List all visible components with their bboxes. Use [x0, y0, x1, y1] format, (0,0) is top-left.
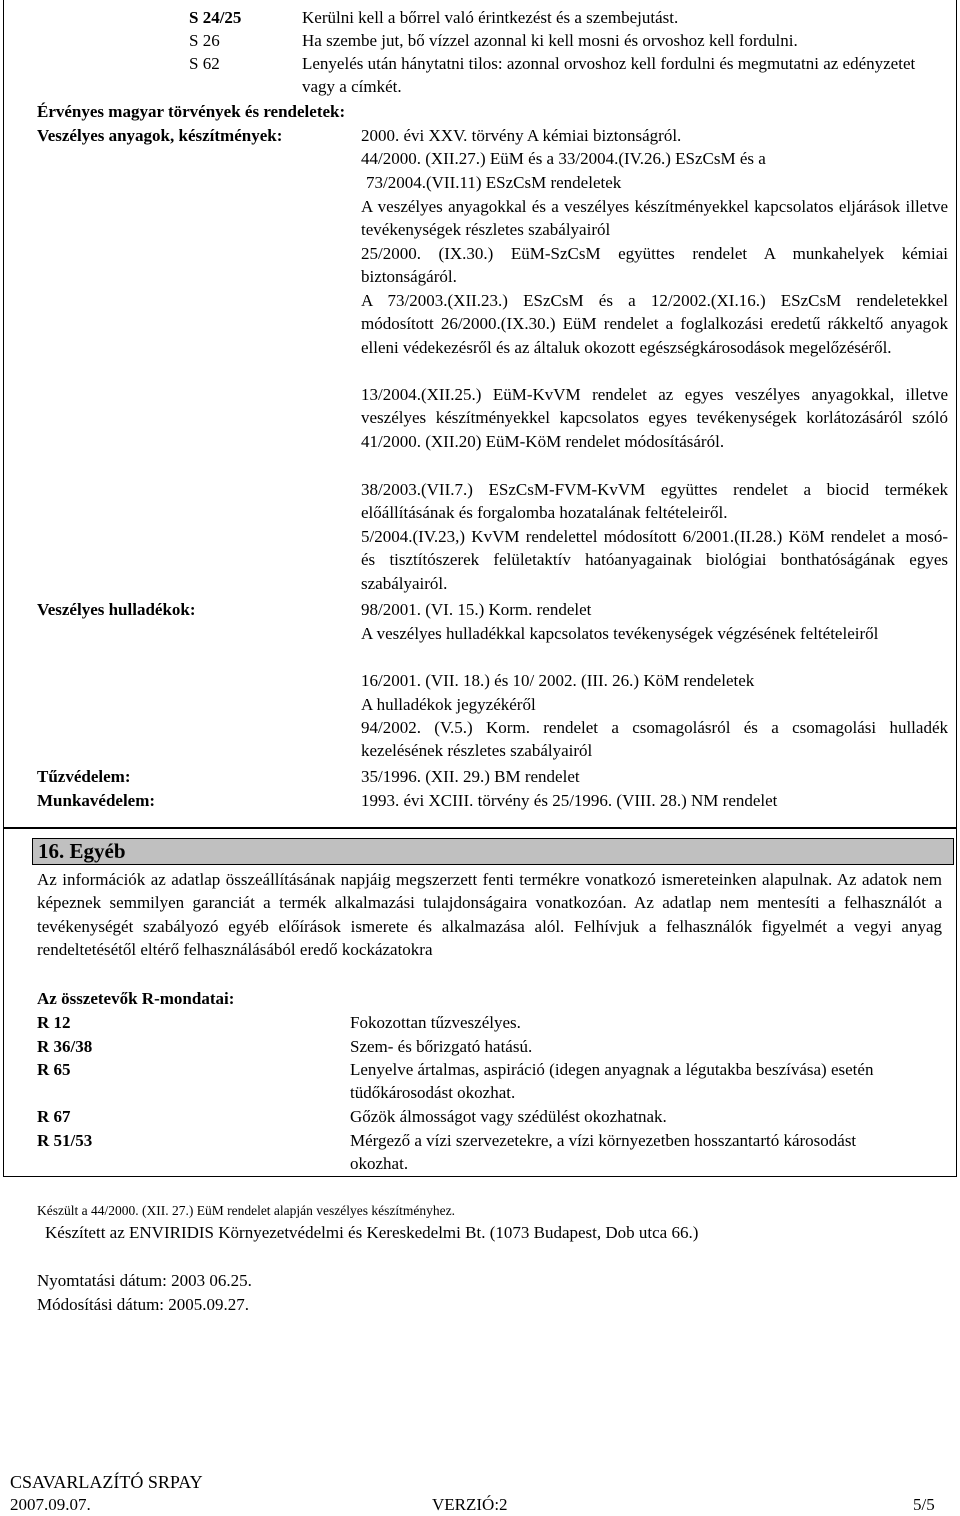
hazardous-item: 2000. évi XXV. törvény A kémiai biztonságról. — [361, 126, 682, 145]
waste-item: A veszélyes hulladékkal kapcsolatos tevékenységek végzésének feltételeiről — [361, 624, 879, 643]
page-number: 5/5 — [913, 1495, 935, 1514]
section16-paragraph: Az információk az adatlap összeállításának napjáig megszerzett fenti termékre vonatkozó ismereteinken alapulnak. Az adatok nem képeznek semmilyen garanciát a termék alkalmazási tulajdonságaira vonatkozóan. Az adatlap nem mentesíti a felhasználót a tevékenységét szabályozó egyéb előírások ismerete és alkalmazása alól. Felhívjuk a felhasználók figyelmét a vegyi anyag rendeltetésétől eltérő felhasználásából eredő kockázatokra — [37, 870, 942, 959]
hazardous-item: 25/2000. (IX.30.) EüM-SzCsM együttes rendelet A munkahelyek kémiai biztonságáról. — [361, 244, 948, 287]
s-phrase-code: S 26 — [189, 31, 220, 50]
hazardous-item: 44/2000. (XII.27.) EüM és a 33/2004.(IV.26.) ESzCsM és a — [361, 149, 766, 168]
r-phrase-text: Szem- és bőrizgató hatású. — [350, 1037, 533, 1056]
footer-made-by: Készített az ENVIRIDIS Környezetvédelmi és Kereskedelmi Bt. (1073 Budapest, Dob utca 66.) — [45, 1223, 699, 1242]
footer-note: Készült a 44/2000. (XII. 27.) EüM rendelet alapján veszélyes készítményhez. — [37, 1203, 455, 1218]
section16-title: 16. Egyéb — [32, 838, 954, 865]
r-phrase-code: R 36/38 — [37, 1037, 93, 1056]
s-phrase-code: S 62 — [189, 54, 220, 73]
waste-label: Veszélyes hulladékok: — [37, 600, 196, 619]
r-phrase-text: Lenyelve ártalmas, aspiráció (idegen anyagnak a légutakba beszívása) esetén tüdőkárosodást okozhat. — [350, 1060, 874, 1103]
r-phrase-text: Gőzök álmosságot vagy szédülést okozhatnak. — [350, 1107, 667, 1126]
hazardous-item: 13/2004.(XII.25.) EüM-KvVM rendelet az egyes veszélyes anyagokkal, illetve veszélyes készítményekkel kapcsolatos egyes tevékenységek korlátozásáról szóló 41/2000. (XII.20) EüM-KöM rendelet módosításáról. — [361, 385, 948, 451]
s-phrase-text: Kerülni kell a bőrrel való érintkezést és a szembejutást. — [302, 8, 679, 27]
modification-date: Módosítási dátum: 2005.09.27. — [37, 1295, 250, 1314]
waste-item: 94/2002. (V.5.) Korm. rendelet a csomagolásról és a csomagolási hulladék kezelésének részletes szabályairól — [361, 718, 948, 761]
footer-date: 2007.09.07. — [10, 1495, 91, 1514]
hazardous-item: A 73/2003.(XII.23.) ESzCsM és a 12/2002.(XI.16.) ESzCsM rendeletekkel módosított 26/2000.(IX.30.) EüM rendelet a foglalkozási eredetű rákkeltő anyagok elleni védekezésről és az általuk okozott egészségkárosodások megelőzéséről. — [361, 291, 948, 357]
regulations-heading: Érvényes magyar törvények és rendeletek: — [37, 102, 346, 121]
work-value: 1993. évi XCIII. törvény és 25/1996. (VIII. 28.) NM rendelet — [361, 791, 778, 810]
waste-item: 16/2001. (VII. 18.) és 10/ 2002. (III. 26.) KöM rendeletek — [361, 671, 755, 690]
s-phrase-text: Ha szembe jut, bő vízzel azonnal ki kell mosni és orvoshoz kell fordulni. — [302, 31, 798, 50]
r-phrase-code: R 67 — [37, 1107, 71, 1126]
fire-label: Tűzvédelem: — [37, 767, 131, 786]
r-phrase-code: R 51/53 — [37, 1131, 93, 1150]
product-name: CSAVARLAZÍTÓ SRPAY — [10, 1472, 203, 1492]
r-phrase-text: Mérgező a vízi szervezetekre, a vízi környezetben hosszantartó károsodást okozhat. — [350, 1131, 857, 1174]
hazardous-item: 73/2004.(VII.11) ESzCsM rendeletek — [366, 173, 622, 192]
s-phrase-text: Lenyelés után hánytatni tilos: azonnal orvoshoz kell fordulni és megmutatni az edényzetet vagy a címkét. — [302, 54, 916, 97]
waste-item: 98/2001. (VI. 15.) Korm. rendelet — [361, 600, 592, 619]
hazardous-item: A veszélyes anyagokkal és a veszélyes készítményekkel kapcsolatos eljárások illetve tevékenységek részletes szabályairól — [361, 197, 948, 240]
r-phrase-code: R 65 — [37, 1060, 71, 1079]
hazardous-label: Veszélyes anyagok, készítmények: — [37, 126, 283, 145]
version: VERZIÓ:2 — [432, 1495, 508, 1514]
hazardous-item: 5/2004.(IV.23,) KvVM rendelettel módosított 6/2001.(II.28.) KöM rendelet a mosó- és tisztítószerek felületaktív hatóanyagainak biológiai bonthatóságának egyes szabályairól. — [361, 527, 948, 593]
s-phrase-code: S 24/25 — [189, 8, 242, 27]
waste-item: A hulladékok jegyzékéről — [361, 695, 536, 714]
r-heading: Az összetevők R-mondatai: — [37, 989, 235, 1008]
work-label: Munkavédelem: — [37, 791, 156, 810]
print-date: Nyomtatási dátum: 2003 06.25. — [37, 1271, 252, 1290]
hazardous-item: 38/2003.(VII.7.) ESzCsM-FVM-KvVM együttes rendelet a biocid termékek előállításának és forgalomba hozatalának feltételeiről. — [361, 480, 948, 523]
fire-value: 35/1996. (XII. 29.) BM rendelet — [361, 767, 580, 786]
r-phrase-code: R 12 — [37, 1013, 71, 1032]
r-phrase-text: Fokozottan tűzveszélyes. — [350, 1013, 521, 1032]
